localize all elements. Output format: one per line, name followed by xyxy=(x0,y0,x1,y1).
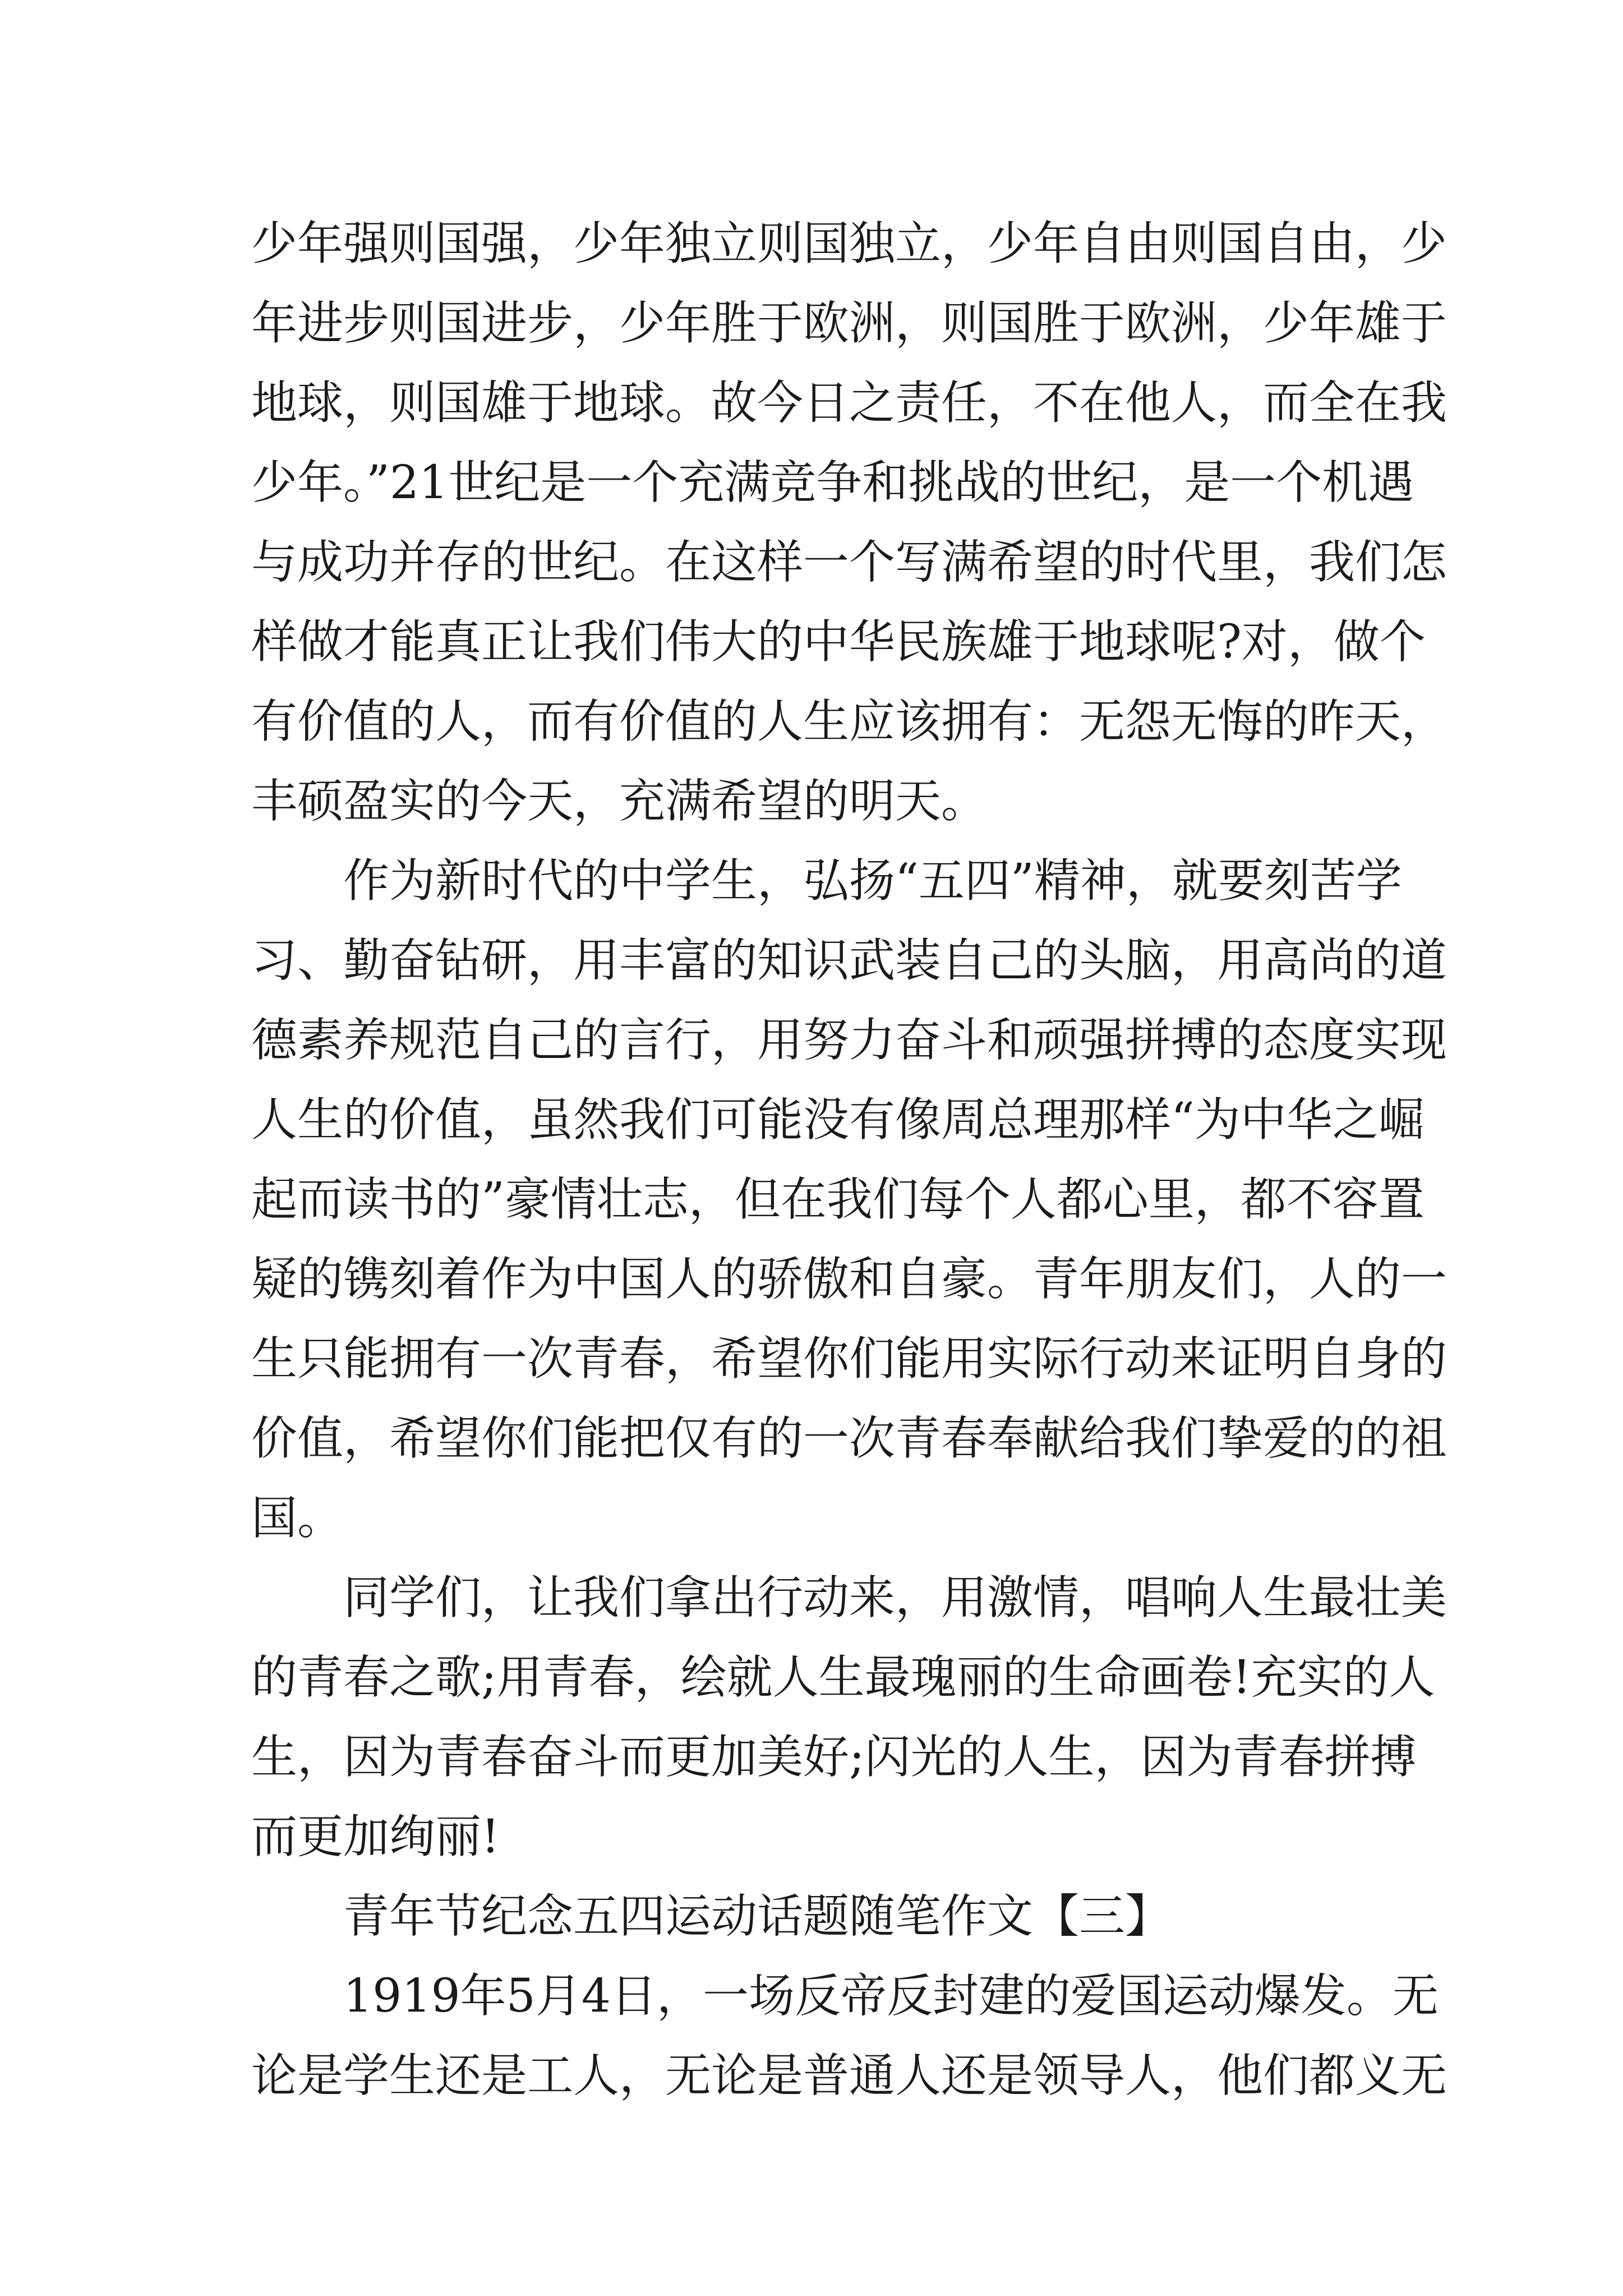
text-line: 疑的镌刻着作为中国人的骄傲和自豪。青年朋友们，人的一 xyxy=(251,1253,1447,1306)
text-line: 论是学生还是工人，无论是普通人还是领导人，他们都义无 xyxy=(251,2049,1447,2102)
text-line: 德素养规范自己的言行，用努力奋斗和顽强拼搏的态度实现 xyxy=(251,1014,1447,1067)
text-line: 丰硕盈实的今天，充满希望的明天。 xyxy=(251,775,988,828)
text-line: 而更加绚丽! xyxy=(251,1810,500,1864)
text-line: 地球，则国雄于地球。故今日之责任，不在他人，而全在我 xyxy=(251,376,1447,430)
text-line: 习、勤奋钻研，用丰富的知识武装自己的头脑，用高尚的道 xyxy=(251,934,1447,987)
text-line: 价值，希望你们能把仅有的一次青春奉献给我们挚爱的的祖 xyxy=(251,1412,1447,1465)
text-line: 生只能拥有一次青春，希望你们能用实际行动来证明自身的 xyxy=(251,1332,1447,1386)
text-line: 同学们，让我们拿出行动来，用激情，唱响人生最壮美 xyxy=(343,1571,1447,1625)
text-line: 与成功并存的世纪。在这样一个写满希望的时代里，我们怎 xyxy=(251,536,1447,589)
text-line: 作为新时代的中学生，弘扬“五四”精神，就要刻苦学 xyxy=(343,854,1402,908)
text-line: 年进步则国进步，少年胜于欧洲，则国胜于欧洲，少年雄于 xyxy=(251,297,1447,350)
text-line: 1919年5月4日，一场反帝反封建的爱国运动爆发。无 xyxy=(343,1970,1439,2023)
text-line: 少年。”21世纪是一个充满竞争和挑战的世纪，是一个机遇 xyxy=(251,456,1414,509)
text-line: 的青春之歌;用青春，绘就人生最瑰丽的生命画卷!充实的人 xyxy=(251,1651,1435,1704)
text-line: 生，因为青春奋斗而更加美好;闪光的人生，因为青春拼搏 xyxy=(251,1731,1417,1784)
text-line: 样做才能真正让我们伟大的中华民族雄于地球呢?对，做个 xyxy=(251,615,1426,669)
text-line: 起而读书的”豪情壮志，但在我们每个人都心里，都不容置 xyxy=(251,1173,1424,1226)
text-line: 少年强则国强，少年独立则国独立，少年自由则国自由，少 xyxy=(251,217,1447,270)
text-line: 青年节纪念五四运动话题随笔作文【三】 xyxy=(343,1890,1172,1943)
text-line: 人生的价值，虽然我们可能没有像周总理那样“为中华之崛 xyxy=(251,1093,1424,1147)
body-text xyxy=(251,204,1447,2116)
text-line: 国。 xyxy=(251,1492,344,1545)
text-line: 有价值的人，而有价值的人生应该拥有：无怨无悔的昨天， xyxy=(251,695,1447,748)
